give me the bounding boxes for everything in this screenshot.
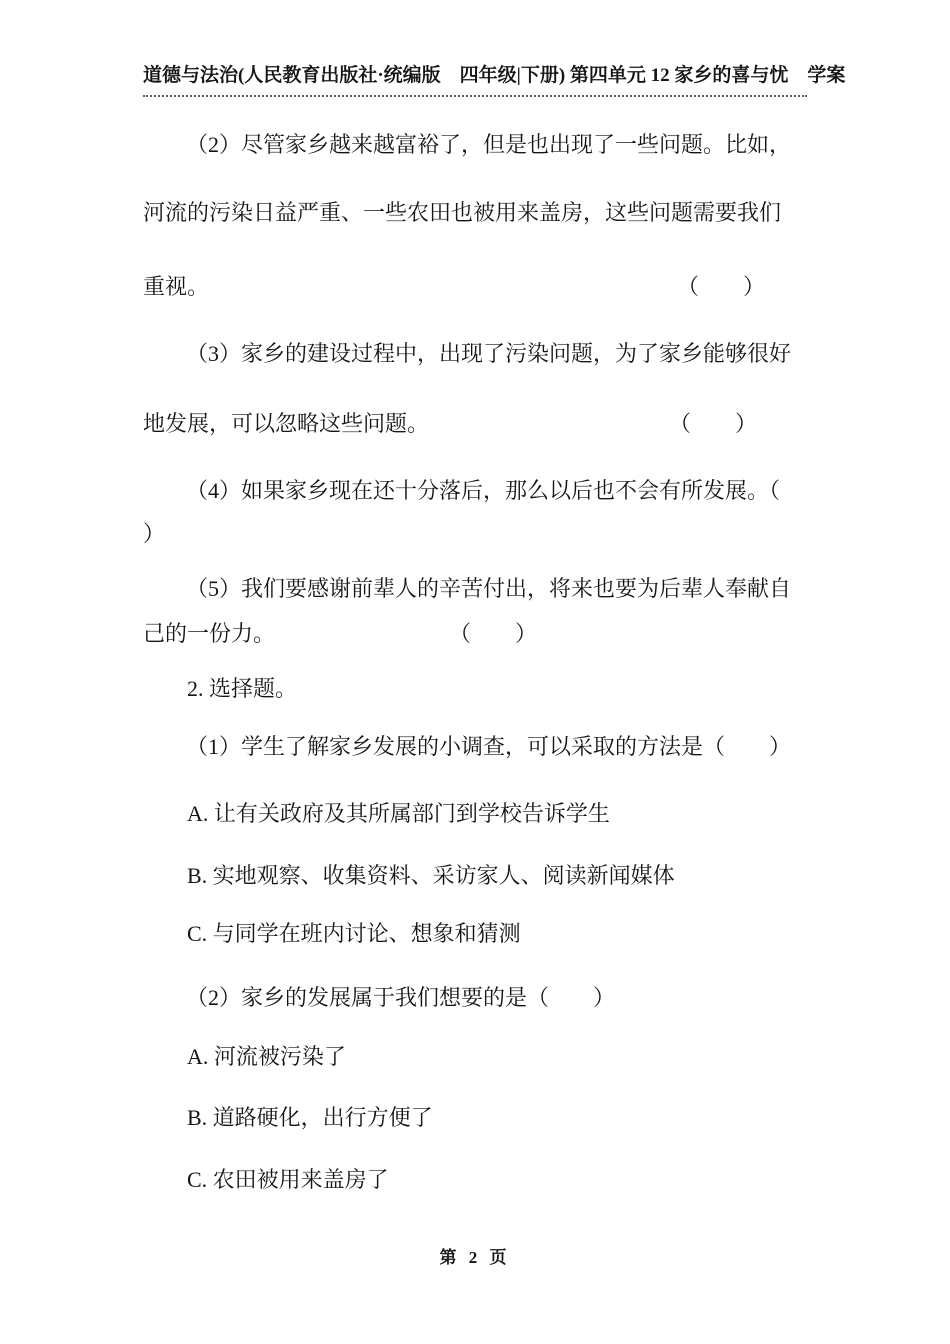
statement-5-line-1: （5）我们要感谢前辈人的辛苦付出，将来也要为后辈人奉献自 [186, 576, 792, 601]
statement-2-line-3 [143, 272, 766, 302]
question-2-option-c: C. 农田被用来盖房了 [187, 1167, 389, 1192]
question-1-option-b: B. 实地观察、收集资料、采访家人、阅读新闻媒体 [187, 863, 675, 888]
document-header-title: 道德与法治(人民教育出版社·统编版 四年级|下册) 第四单元 12 家乡的喜与忧 学案 [143, 60, 807, 97]
question-2-option-a: A. 河流被污染了 [187, 1044, 346, 1069]
statement-3-line-2 [143, 409, 758, 439]
statement-5-line-2 [143, 619, 538, 649]
statement-2-line-2: 河流的污染日益严重、一些农田也被用来盖房，这些问题需要我们 [143, 200, 782, 225]
statement-3-line-2-text: 地发展，可以忽略这些问题。 [143, 411, 430, 436]
statement-5-line-2-text: 己的一份力。 [143, 621, 276, 646]
question-1-option-a: A. 让有关政府及其所属部门到学校告诉学生 [187, 801, 610, 826]
answer-blank-statement-5: （ ） [449, 621, 538, 646]
question-1: （1）学生了解家乡发展的小调查，可以采取的方法是（ ） [186, 734, 792, 759]
statement-2-line-3-text: 重视。 [143, 274, 210, 299]
question-1-option-c: C. 与同学在班内讨论、想象和猜测 [187, 921, 521, 946]
answer-blank-statement-3: （ ） [669, 411, 758, 436]
statement-2-line-1: （2）尽管家乡越来越富裕了，但是也出现了一些问题。比如， [186, 132, 792, 157]
statement-3-line-1: （3）家乡的建设过程中，出现了污染问题，为了家乡能够很好 [186, 341, 792, 366]
answer-blank-statement-2: （ ） [677, 274, 766, 299]
statement-4-line-2: ） [143, 521, 166, 546]
page-number: 第 2 页 [439, 1248, 511, 1267]
question-2-option-b: B. 道路硬化，出行方便了 [187, 1105, 433, 1130]
statement-4-line-1: （4）如果家乡现在还十分落后，那么以后也不会有所发展。（ [186, 478, 781, 503]
section-2-heading: 2. 选择题。 [187, 676, 298, 701]
question-2: （2）家乡的发展属于我们想要的是（ ） [186, 985, 616, 1010]
